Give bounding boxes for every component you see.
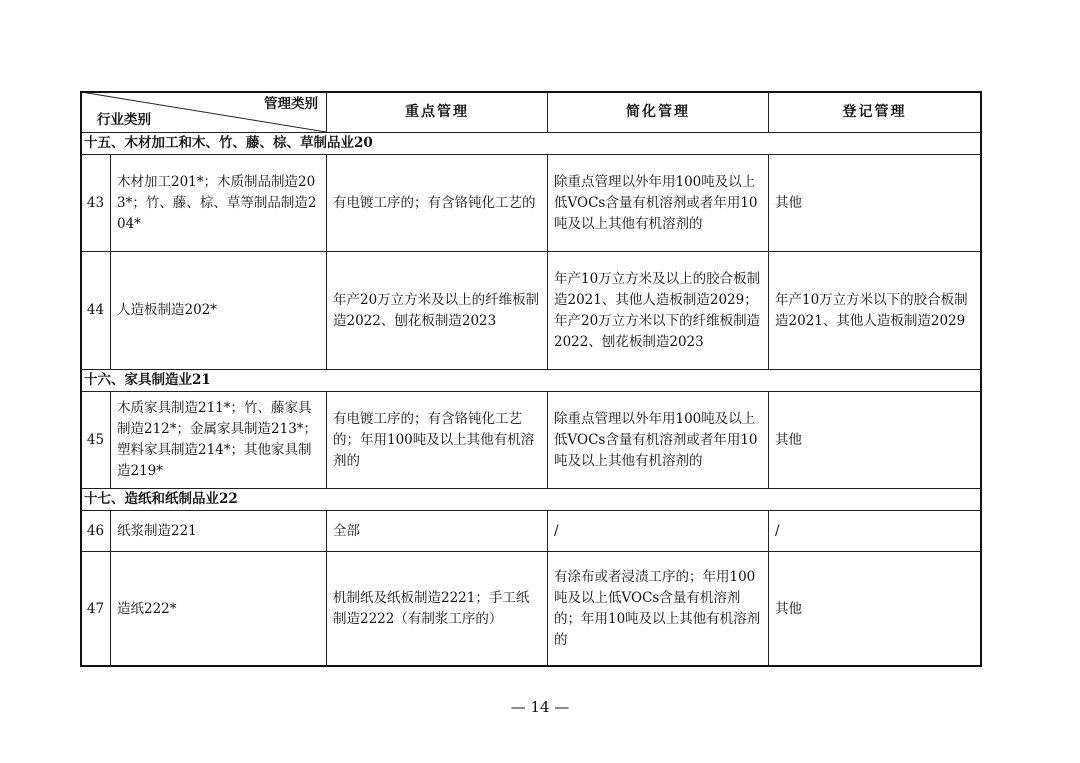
key-management-cell: 全部 bbox=[327, 511, 548, 552]
simplified-management-cell: 除重点管理以外年用100吨及以上低VOCs含量有机溶剂或者年用10吨及以上其他有机溶剂的 bbox=[548, 392, 769, 489]
industry-cell: 人造板制造202* bbox=[111, 252, 327, 370]
section-title: 十七、造纸和纸制品业22 bbox=[81, 489, 981, 511]
key-management-cell: 有电镀工序的；有含铬钝化工艺的；年用100吨及以上其他有机溶剂的 bbox=[327, 392, 548, 489]
table-row bbox=[81, 552, 981, 667]
row-number: 44 bbox=[81, 252, 111, 370]
table-header-row bbox=[81, 92, 981, 133]
section-row bbox=[81, 370, 981, 392]
header-registration-management: 登记管理 bbox=[769, 92, 981, 133]
row-number: 45 bbox=[81, 392, 111, 489]
table-row bbox=[81, 155, 981, 252]
table-row bbox=[81, 252, 981, 370]
section-row bbox=[81, 133, 981, 155]
registration-management-cell: 其他 bbox=[769, 552, 981, 667]
header-simplified-management: 简化管理 bbox=[548, 92, 769, 133]
row-number: 43 bbox=[81, 155, 111, 252]
page-number: — 14 — bbox=[510, 698, 570, 716]
industry-cell: 木质家具制造211*；竹、藤家具制造212*；金属家具制造213*；塑料家具制造214*；其他家具制造219* bbox=[111, 392, 327, 489]
header-corner-cell bbox=[81, 92, 327, 133]
industry-cell: 造纸222* bbox=[111, 552, 327, 667]
section-title: 十六、家具制造业21 bbox=[81, 370, 981, 392]
row-number: 46 bbox=[81, 511, 111, 552]
header-industry-category: 行业类别 bbox=[97, 112, 151, 128]
key-management-cell: 有电镀工序的；有含铬钝化工艺的 bbox=[327, 155, 548, 252]
header-management-category: 管理类别 bbox=[264, 96, 318, 112]
simplified-management-cell: 除重点管理以外年用100吨及以上低VOCs含量有机溶剂或者年用10吨及以上其他有机溶剂的 bbox=[548, 155, 769, 252]
section-row bbox=[81, 489, 981, 511]
table-row bbox=[81, 392, 981, 489]
registration-management-cell: 年产10万立方米以下的胶合板制造2021、其他人造板制造2029 bbox=[769, 252, 981, 370]
registration-management-cell: 其他 bbox=[769, 155, 981, 252]
industry-cell: 木材加工201*；木质制品制造203*；竹、藤、棕、草等制品制造204* bbox=[111, 155, 327, 252]
header-key-management: 重点管理 bbox=[327, 92, 548, 133]
key-management-cell: 年产20万立方米及以上的纤维板制造2022、刨花板制造2023 bbox=[327, 252, 548, 370]
registration-management-cell: 其他 bbox=[769, 392, 981, 489]
row-number: 47 bbox=[81, 552, 111, 667]
registration-management-cell: / bbox=[769, 511, 981, 552]
industry-cell: 纸浆制造221 bbox=[111, 511, 327, 552]
table-row bbox=[81, 511, 981, 552]
key-management-cell: 机制纸及纸板制造2221；手工纸制造2222（有制浆工序的） bbox=[327, 552, 548, 667]
simplified-management-cell: 年产10万立方米及以上的胶合板制造2021、其他人造板制造2029；年产20万立方米以下的纤维板制造2022、刨花板制造2023 bbox=[548, 252, 769, 370]
permit-classification-table bbox=[80, 91, 981, 667]
section-title: 十五、木材加工和木、竹、藤、棕、草制品业20 bbox=[81, 133, 981, 155]
simplified-management-cell: 有涂布或者浸渍工序的；年用100吨及以上低VOCs含量有机溶剂的；年用10吨及以上其他有机溶剂的 bbox=[548, 552, 769, 667]
simplified-management-cell: / bbox=[548, 511, 769, 552]
